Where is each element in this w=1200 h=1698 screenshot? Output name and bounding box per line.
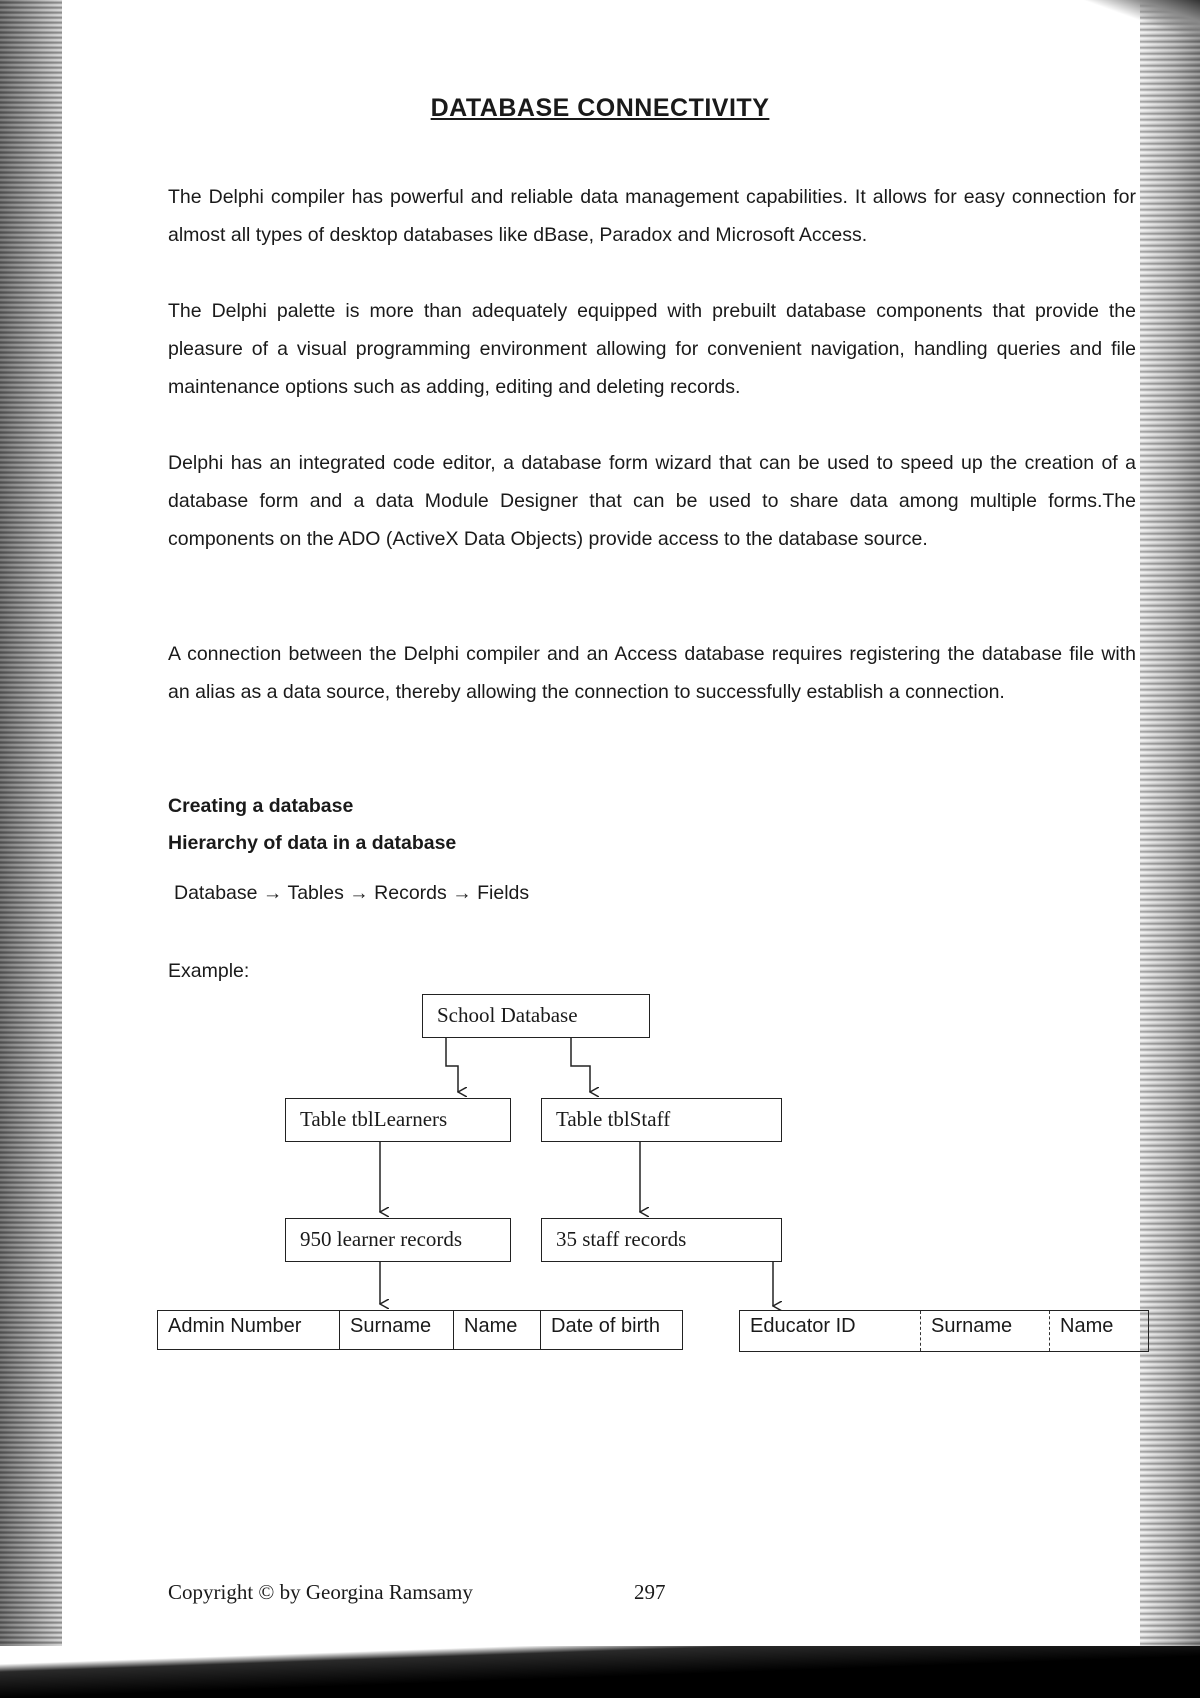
field-admin-number: Admin Number [158, 1311, 340, 1349]
box-table-staff: Table tblStaff [541, 1098, 782, 1142]
connector-root-to-staff [571, 1038, 590, 1092]
paragraph-connection: A connection between the Delphi compiler and an Access database requires registering the database file with an alias as a data source, thereby allowing the connection to successfully establish a connection. [168, 643, 1136, 703]
heading-creating-database: Creating a database [168, 795, 354, 817]
page-title: DATABASE CONNECTIVITY [430, 94, 770, 122]
box-school-database: School Database [422, 994, 650, 1038]
example-label: Example: [168, 960, 250, 982]
connector-root-to-learners [446, 1038, 458, 1092]
box-staff-records: 35 staff records [541, 1218, 782, 1262]
field-learner-surname: Surname [340, 1311, 454, 1349]
scan-edge-bottom [0, 1646, 1200, 1698]
paragraph-palette: The Delphi palette is more than adequately equipped with prebuilt database components that provide the pleasure of a visual programming environment allowing for convenient navigation, handling queries and file maintenance options such as adding, editing and deleting records. [168, 300, 1136, 398]
field-staff-surname: Surname [921, 1311, 1050, 1351]
paragraph-code-editor: Delphi has an integrated code editor, a database form wizard that can be used to speed up the creation of a database form and a data Module Designer that can be used to share data among multiple forms.The components on the ADO (ActiveX Data Objects) provide access to the database source. [168, 452, 1136, 550]
hierarchy-line: Database → Tables → Records → Fields [174, 882, 530, 904]
staff-fields-row [739, 1310, 1149, 1352]
learner-fields-row [157, 1310, 683, 1350]
box-learner-records: 950 learner records [285, 1218, 511, 1262]
paragraph-intro: The Delphi compiler has powerful and reliable data management capabilities. It allows for easy connection for almost all types of desktop databases like dBase, Paradox and Microsoft Access. [168, 186, 1136, 246]
scan-edge-left [0, 0, 62, 1698]
field-learner-name: Name [454, 1311, 541, 1349]
field-educator-id: Educator ID [740, 1311, 921, 1351]
heading-hierarchy: Hierarchy of data in a database [168, 832, 457, 854]
field-staff-name: Name [1060, 1315, 1114, 1337]
field-date-of-birth: Date of birth [551, 1315, 660, 1337]
footer-copyright: Copyright © by Georgina Ramsamy [168, 1580, 473, 1604]
scan-edge-right [1140, 0, 1200, 1698]
scan-edge-top [1040, 0, 1200, 40]
box-table-learners: Table tblLearners [285, 1098, 511, 1142]
page-number: 297 [634, 1580, 666, 1604]
